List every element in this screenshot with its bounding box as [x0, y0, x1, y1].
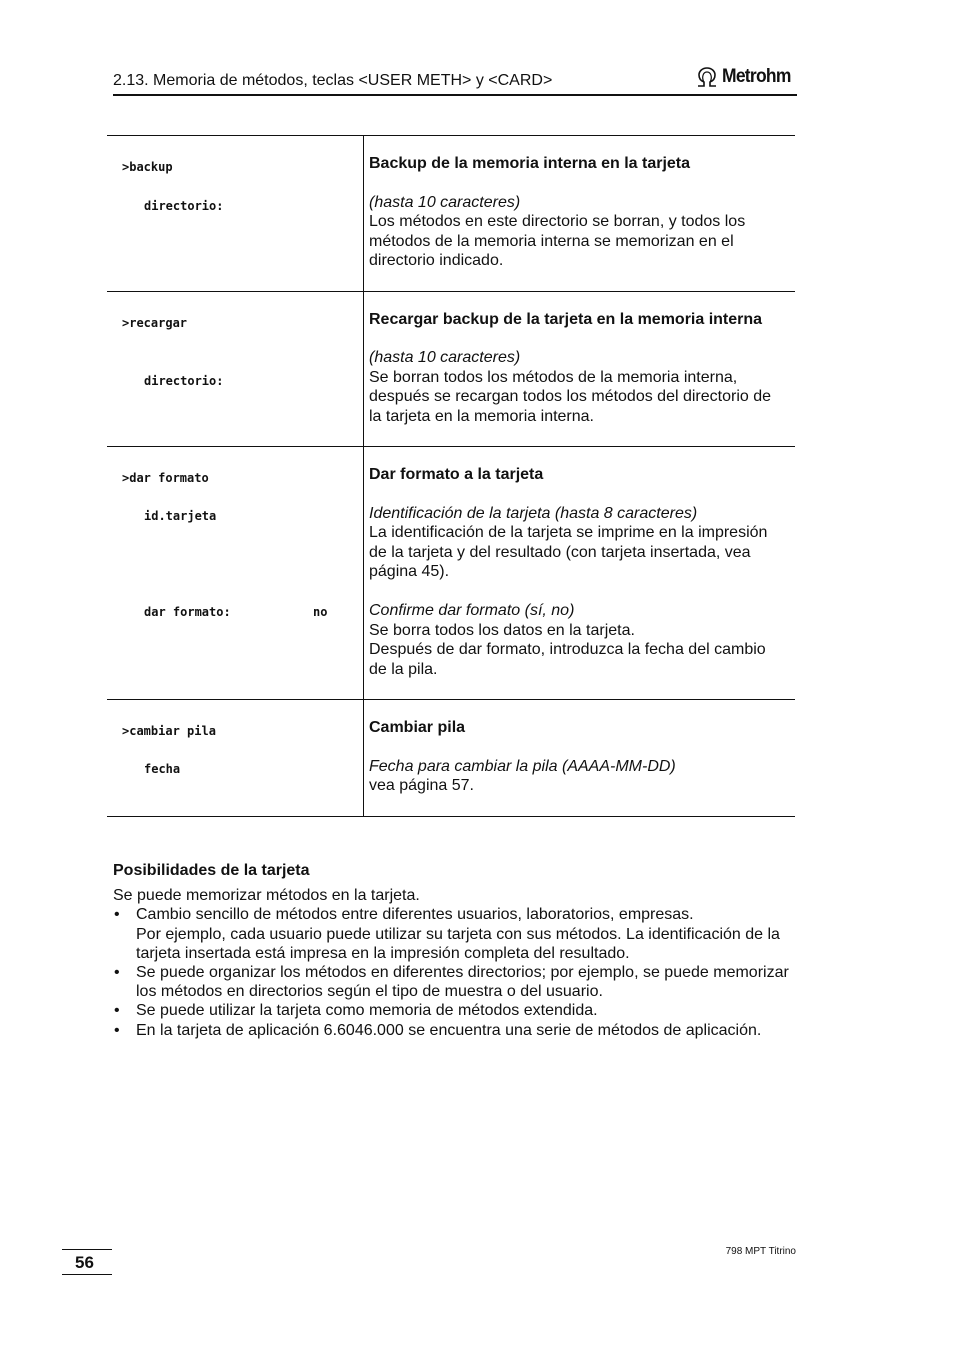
list-item-text: Se puede utilizar la tarjeta como memoria de métodos extendida.	[136, 1002, 598, 1020]
row-heading: Recargar backup de la tarjeta en la memoria interna	[369, 310, 763, 328]
list-item-text: Cambio sencillo de métodos entre diferentes usuarios, laboratorios, empresas.	[136, 906, 694, 924]
list-item	[113, 905, 803, 963]
param-label: fecha	[144, 762, 181, 776]
param-note: Identificación de la tarjeta (hasta 8 caracteres)	[369, 504, 698, 522]
list-item	[113, 963, 803, 1001]
param-description: vea página 57.	[369, 777, 474, 794]
section-title: 2.13. Memoria de métodos, teclas <USER METH> y <CARD>	[113, 72, 553, 89]
row-heading: Cambiar pila	[369, 719, 466, 736]
table-row	[107, 135, 795, 291]
row-heading: Backup de la memoria interna en la tarjeta	[369, 155, 691, 172]
list-item	[113, 1001, 803, 1020]
display-cell	[107, 292, 364, 447]
param-note: (hasta 10 caracteres)	[369, 193, 521, 211]
bullet-icon: •	[114, 1021, 120, 1039]
param-label: directorio:	[144, 199, 224, 213]
section-heading: Posibilidades de la tarjeta	[113, 862, 310, 879]
list-item-text: Se puede organizar los métodos en diferentes directorios; por ejemplo, se puede memorizar los métodos en directorios según el tipo de muestra o del usuario.	[136, 964, 789, 1001]
description-cell	[369, 136, 795, 291]
param-description: Se borran todos los métodos de la memoria interna, después se recargan todos los métodos del directorio de la tarjeta en la memoria interna.	[369, 368, 772, 425]
omega-icon	[695, 66, 719, 88]
row-heading: Dar formato a la tarjeta	[369, 466, 544, 483]
command-label: >cambiar pila	[122, 724, 216, 738]
param-note: (hasta 10 caracteres)	[369, 349, 521, 366]
display-cell	[107, 700, 364, 816]
description-cell	[369, 292, 795, 447]
bullet-icon: •	[114, 1002, 120, 1020]
description-cell	[369, 700, 795, 816]
param-note: Confirme dar formato (sí, no)	[369, 602, 575, 619]
footer-rule	[62, 1274, 112, 1275]
page-number: 56	[75, 1253, 94, 1272]
param-label: directorio:	[144, 373, 224, 388]
description-cell	[369, 447, 795, 699]
param-description: La identificación de la tarjeta se imprime en la impresión de la tarjeta y del resultado (con tarjeta insertada, vea página 45).	[369, 524, 768, 580]
logo-text: Metrohm	[722, 66, 792, 87]
param-note: Fecha para cambiar la pila (AAAA-MM-DD)	[369, 757, 676, 775]
card-possibilities-section	[113, 861, 803, 1040]
command-label: >recargar	[122, 315, 188, 330]
table-row	[107, 446, 795, 699]
param-description: Se borra todos los datos en la tarjeta.	[369, 621, 635, 639]
param-label: dar formato:	[144, 605, 231, 619]
display-cell	[107, 136, 364, 291]
table-row	[107, 699, 795, 817]
parameter-table	[107, 135, 795, 817]
metrohm-logo	[695, 66, 797, 88]
command-label: >dar formato	[122, 471, 209, 485]
param-label: id.tarjeta	[144, 509, 217, 523]
footer-rule	[62, 1249, 112, 1250]
product-name: 798 MPT Titrino	[725, 1246, 796, 1257]
param-value: no	[313, 605, 328, 619]
section-intro: Se puede memorizar métodos en la tarjeta.	[113, 887, 420, 905]
display-cell	[107, 447, 364, 699]
table-row	[107, 291, 795, 447]
bullet-icon: •	[114, 906, 120, 924]
list-item-text: En la tarjeta de aplicación 6.6046.000 se encuentra una serie de métodos de aplicación.	[136, 1021, 762, 1039]
page-header	[113, 66, 797, 96]
bullet-icon: •	[114, 964, 120, 982]
param-description: Los métodos en este directorio se borran, y todos los métodos de la memoria interna se memorizan en el directorio indicado.	[369, 213, 746, 269]
command-label: >backup	[122, 160, 173, 174]
list-item-text: Por ejemplo, cada usuario puede utilizar su tarjeta con sus métodos. La identificación de la tarjeta insertada está impresa en la impresión completa del resultado.	[136, 925, 780, 962]
list-item	[113, 1021, 803, 1040]
param-description: Después de dar formato, introduzca la fecha del cambio de la pila.	[369, 641, 766, 678]
